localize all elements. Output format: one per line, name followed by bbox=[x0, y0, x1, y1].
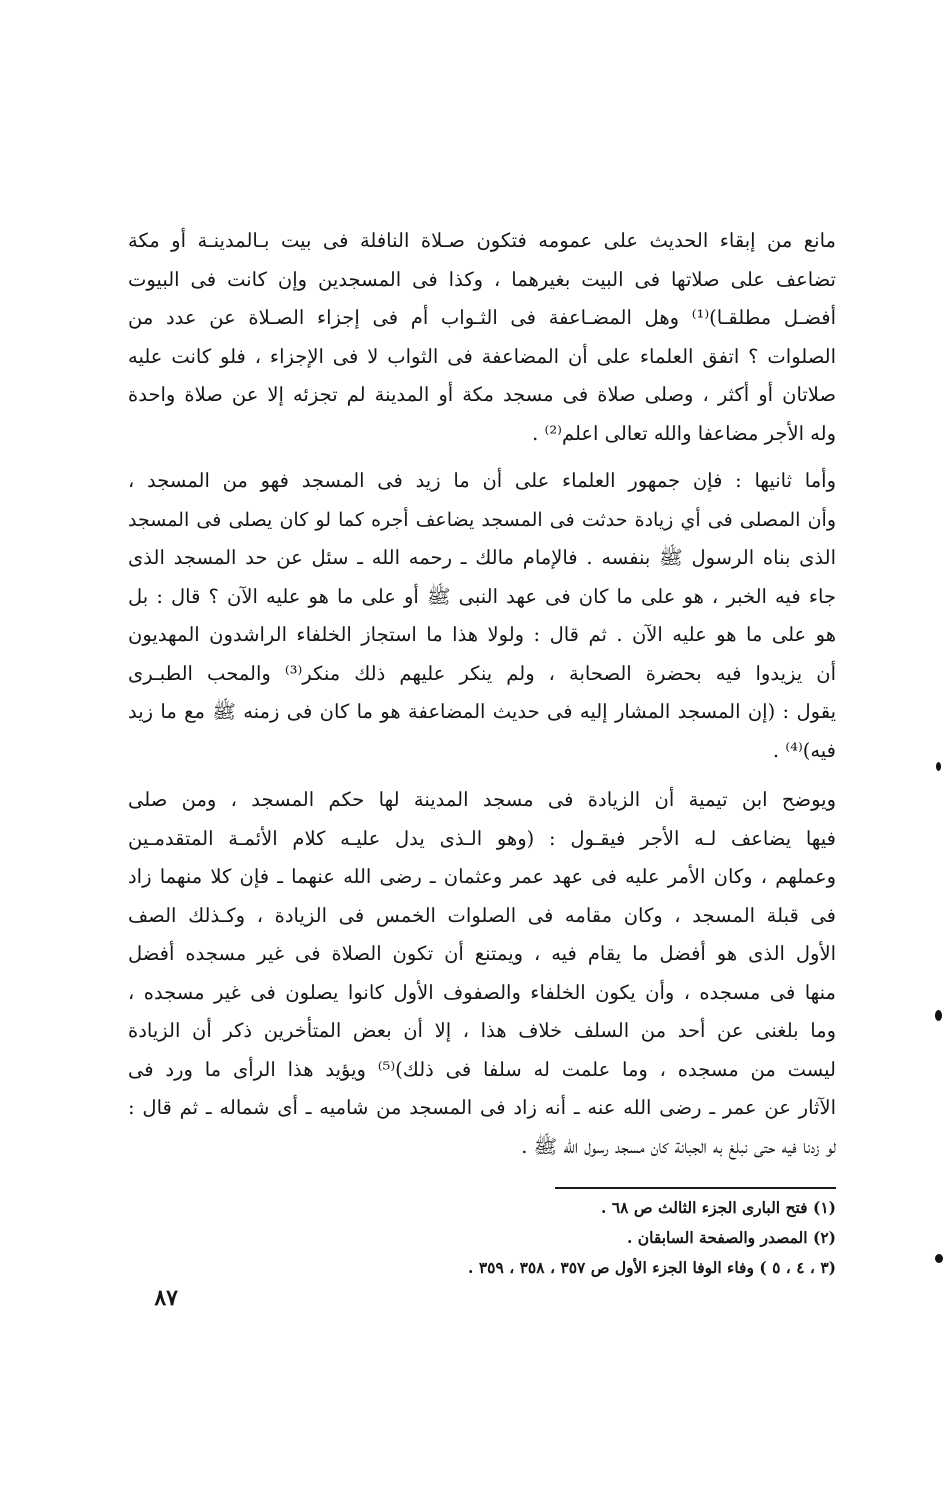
margin-mark bbox=[935, 1010, 942, 1021]
text-line: أن يزيدوا فيه بحضرة الصحابة ، ولم ينكر عليهم ذلك منكر⁽³⁾ والمحب الطبـرى bbox=[128, 661, 836, 685]
text-line: هو على ما هو عليه الآن . ثم قال : ولولا هذا ما استجاز الخلفاء الراشدون المهديون bbox=[128, 623, 836, 646]
text-line: أفضـل مطلقـا)⁽¹⁾ وهل المضـاعفة فى الثـواب أم فى إجزاء الصـلاة عن عدد من bbox=[128, 306, 836, 329]
text-line: ليست من مسجده ، وما علمت له سلفا فى ذلك)⁽⁵⁾ ويؤيد هذا الرأى ما ورد فى bbox=[128, 1057, 836, 1081]
margin-mark bbox=[935, 1254, 943, 1263]
text-line: مانع من إبقاء الحديث على عمومه فتكون صـلاة النافلة فى بيت بـالمدينـة أو مكة bbox=[128, 229, 836, 252]
text-line: فيها يضاعف لـه الأجر فيقـول : (وهو الـذى يدل عليـه كلام الأئمـة المتقدمـين bbox=[128, 826, 836, 850]
margin-mark bbox=[936, 762, 941, 771]
text-line: الآثار عن عمر ـ رضى الله عنه ـ أنه زاد فى المسجد من شاميه ـ أى شماله ـ ثم قال : bbox=[128, 1096, 836, 1119]
text-line: الذى بناه الرسول ﷺ بنفسه . فالإمام مالك ـ رحمه الله ـ سئل عن حد المسجد الذى bbox=[128, 546, 836, 569]
text-line: وما بلغنى عن أحد من السلف خلاف هذا ، إلا أن بعض المتأخرين ذكر أن الزيادة bbox=[128, 1019, 836, 1042]
footnotes bbox=[200, 1193, 836, 1283]
text-line: يقول : (إن المسجد المشار إليه فى حديث المضاعفة هو ما كان فى زمنه ﷺ مع ما زيد bbox=[128, 700, 836, 723]
paragraph-1 bbox=[128, 222, 836, 453]
text-line: وله الأجر مضاعفا والله تعالى اعلم⁽²⁾ . bbox=[532, 421, 836, 445]
text-line: فيه)⁽⁴⁾ . bbox=[772, 738, 836, 762]
text-line: جاء فيه الخبر ، هو على ما كان فى عهد النبى ﷺ أو على ما هو عليه الآن ؟ قال : بل bbox=[128, 584, 836, 608]
footnote: (١) فتح البارى الجزء الثالث ص ٦٨ . bbox=[601, 1198, 836, 1217]
text-line: تضاعف على صلاتها فى البيت بغيرهما ، وكذا فى المسجدين وإن كانت فى البيوت bbox=[128, 267, 836, 291]
text-line: وأما ثانيها : فإن جمهور العلماء على أن ما زيد فى المسجد فهو من المسجد ، bbox=[128, 469, 836, 492]
text-line: لو زدنا فيه حتى نبلغ به الجبانة كان مسجد رسول الله ﷺ . bbox=[521, 1134, 836, 1158]
text-line: الأول الذى هو أفضل ما يقام فيه ، ويمتنع أن تكون الصلاة فى غير مسجده أفضل bbox=[128, 942, 836, 965]
text-line: الصلوات ؟ اتفق العلماء على أن المضاعفة فى الثواب لا فى الإجزاء ، فلو كانت عليه bbox=[128, 344, 836, 368]
footnote: (٣ ، ٤ ، ٥ ) وفاء الوفا الجزء الأول ص ٣٥٧ ، ٣٥٨ ، ٣٥٩ . bbox=[468, 1258, 836, 1277]
text-line: وأن المصلى فى أي زيادة حدثت فى المسجد يضاعف أجره كما لو كان يصلى فى المسجد bbox=[128, 508, 836, 531]
text-line: ويوضح ابن تيمية أن الزيادة فى مسجد المدينة لها حكم المسجد ، ومن صلى bbox=[128, 788, 836, 811]
footnote: (٢) المصدر والصفحة السابقان . bbox=[627, 1228, 836, 1247]
page-number: ٨٧ bbox=[154, 1285, 178, 1311]
paragraph-2 bbox=[128, 462, 836, 770]
text-line: صلاتان أو أكثر ، وصلى صلاة فى مسجد مكة أو المدينة لم تجزئه إلا عن صلاة واحدة bbox=[128, 383, 836, 406]
paragraph-3 bbox=[128, 781, 836, 1166]
text-line: فى قبلة المسجد ، وكان مقامه فى الصلوات الخمس فى الزيادة ، وكـذلك الصف bbox=[128, 903, 836, 927]
footnote-divider bbox=[555, 1187, 836, 1189]
text-line: منها فى مسجده ، وأن يكون الخلفاء والصفوف الأول كانوا يصلون فى غير مسجده ، bbox=[128, 980, 836, 1004]
text-line: وعملهم ، وكان الأمر عليه فى عهد عمر وعثمان ـ رضى الله عنهما ـ فإن كلا منهما زاد bbox=[128, 865, 836, 888]
